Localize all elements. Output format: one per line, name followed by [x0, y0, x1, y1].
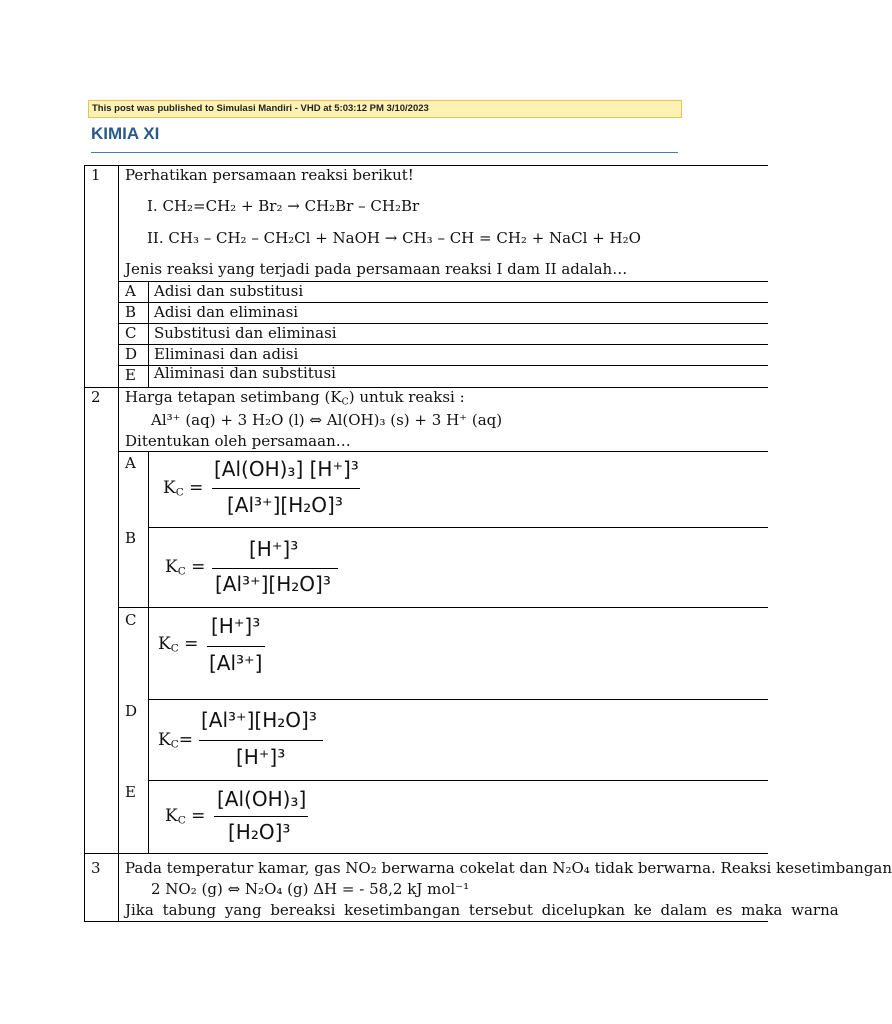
- q1-reaction-1: I. CH₂=CH₂ + Br₂ → CH₂Br – CH₂Br: [147, 197, 420, 215]
- q1-option-letter: C: [125, 324, 137, 342]
- q1-option-letter: D: [125, 345, 138, 363]
- fraction-bar: [212, 568, 338, 569]
- fraction-numerator: [Al(OH)₃] [H⁺]³: [214, 457, 359, 481]
- q1-number: 1: [91, 166, 101, 184]
- q3-line-1: Pada temperatur kamar, gas NO₂ berwarna cokelat dan N₂O₄ tidak berwarna. Reaksi kesetimbangan: [125, 859, 892, 877]
- q2-number: 2: [91, 388, 101, 406]
- q3-number: 3: [91, 859, 101, 877]
- q1-prompt: Perhatikan persamaan reaksi berikut!: [125, 166, 414, 184]
- q2-prompt: Harga tetapan setimbang $(K_C)$ untuk reaksi :: [125, 388, 465, 408]
- q2-option-letter: A: [125, 454, 136, 472]
- kc-lhs: $K_C$ =: [165, 806, 206, 827]
- fraction-denominator: [Al³⁺][H₂O]³: [227, 493, 343, 517]
- q2-reaction: Al³⁺ (aq) + 3 H₂O (l) ⇔ Al(OH)₃ (s) + 3 H⁺ (aq): [151, 411, 503, 429]
- q2-option-letter: B: [125, 529, 137, 547]
- q2-question: Ditentukan oleh persamaan…: [125, 432, 351, 450]
- fraction-denominator: [Al³⁺]: [209, 651, 263, 675]
- page-title: KIMIA XI: [91, 124, 160, 143]
- q1-option-text[interactable]: Adisi dan substitusi: [154, 282, 304, 300]
- fraction-numerator: [Al(OH)₃]: [217, 787, 307, 811]
- q1-option-text[interactable]: Eliminasi dan adisi: [154, 345, 299, 363]
- title-underline: [91, 152, 678, 153]
- q2-option-letter: D: [125, 702, 138, 720]
- kc-lhs: $K_C=$: [158, 730, 194, 751]
- fraction-bar: [207, 646, 265, 647]
- q1-question: Jenis reaksi yang terjadi pada persamaan reaksi I dam II adalah…: [125, 260, 628, 278]
- fraction-numerator: [Al³⁺][H₂O]³: [201, 708, 317, 732]
- fraction-bar: [212, 488, 360, 489]
- kc-lhs: $K_C$ =: [158, 634, 199, 655]
- publish-banner: This post was published to Simulasi Mandiri - VHD at 5:03:12 PM 3/10/2023: [88, 100, 682, 118]
- fraction-numerator: [H⁺]³: [249, 537, 299, 561]
- q1-option-text[interactable]: Aliminasi dan substitusi: [154, 364, 336, 382]
- q3-reaction: 2 NO₂ (g) ⇔ N₂O₄ (g) ΔH = - 58,2 kJ mol⁻¹: [151, 880, 470, 898]
- q1-option-text[interactable]: Adisi dan eliminasi: [154, 303, 299, 321]
- q1-option-text[interactable]: Substitusi dan eliminasi: [154, 324, 337, 342]
- q2-option-letter: E: [125, 783, 136, 801]
- q1-option-letter: A: [125, 282, 136, 300]
- q3-line-3: Jika tabung yang bereaksi kesetimbangan tersebut dicelupkan ke dalam es maka warna: [125, 901, 839, 919]
- fraction-denominator: [H⁺]³: [236, 745, 286, 769]
- fraction-denominator: [Al³⁺][H₂O]³: [215, 572, 331, 596]
- fraction-numerator: [H⁺]³: [211, 614, 261, 638]
- kc-lhs: $K_C$ =: [163, 478, 204, 499]
- q1-option-letter: E: [125, 366, 136, 384]
- q2-option-letter: C: [125, 611, 137, 629]
- fraction-bar: [199, 740, 323, 741]
- fraction-denominator: [H₂O]³: [228, 820, 291, 844]
- q1-reaction-2: II. CH₃ – CH₂ – CH₂Cl + NaOH → CH₃ – CH = CH₂ + NaCl + H₂O: [147, 229, 641, 247]
- kc-lhs: $K_C$ =: [165, 557, 206, 578]
- fraction-bar: [214, 816, 308, 817]
- q1-option-letter: B: [125, 303, 137, 321]
